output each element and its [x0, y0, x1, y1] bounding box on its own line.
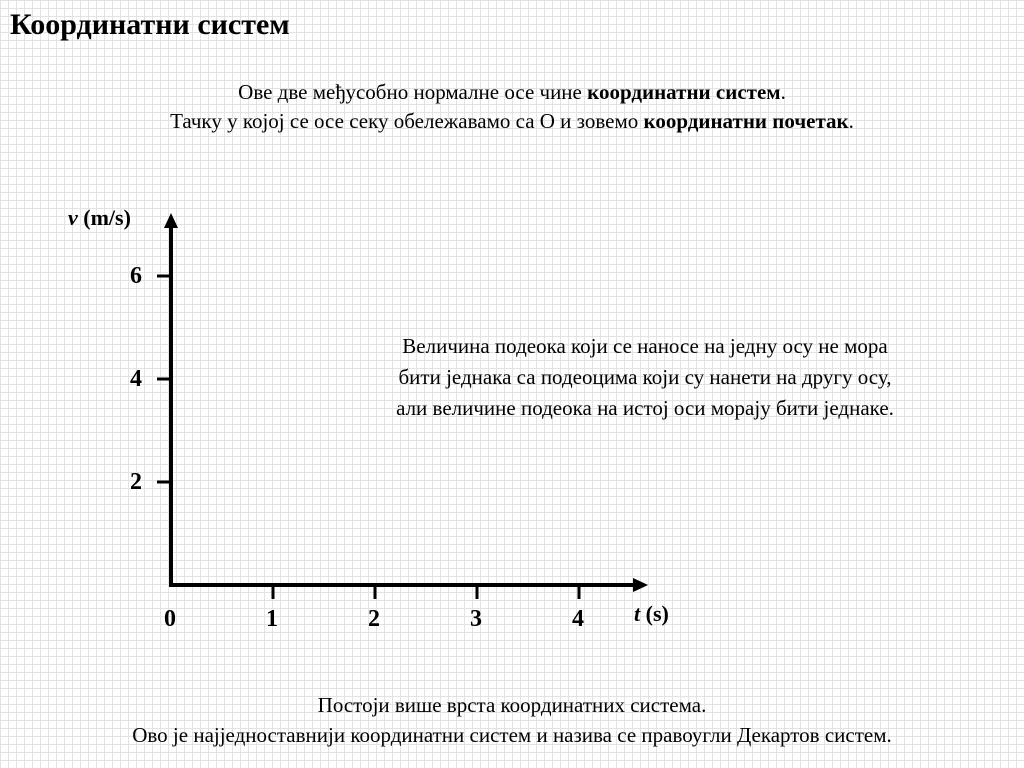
- y-tick-label-6: 6: [130, 263, 142, 289]
- y-tick-label-2: 2: [130, 469, 142, 495]
- scale-note-line-3: али величине подеока на истој оси морају бити једнаке.: [396, 396, 894, 420]
- footer-line-2: Ово је најједноставнији координатни систем и назива се правоугли Декартов систем.: [132, 723, 892, 747]
- intro-line-1-text: Ове две међусобно нормалне осе чине: [238, 80, 588, 104]
- origin-label: 0: [164, 606, 176, 632]
- x-tick-label-1: 1: [266, 606, 278, 632]
- x-tick-label-2: 2: [368, 606, 380, 632]
- intro-term-origin: координатни почетак: [643, 109, 849, 133]
- x-tick-label-4: 4: [572, 606, 584, 632]
- y-axis-symbol: v: [68, 205, 78, 230]
- intro-line-2-end: .: [848, 109, 854, 133]
- footer-text: [0, 690, 1024, 750]
- x-axis-arrow: [633, 578, 648, 592]
- intro-line-1-end: .: [780, 80, 786, 104]
- intro-line-2-text: Тачку у којој се осе секу обележавамо са О и зовемо: [170, 109, 644, 133]
- y-axis-unit: (m/s): [77, 205, 131, 230]
- x-axis-symbol: t: [634, 601, 641, 626]
- scale-note: [330, 331, 960, 424]
- footer-line-1: Постоји више врста координатних система.: [317, 693, 707, 717]
- intro-term-coordinate-system: координатни систем: [587, 80, 781, 104]
- y-axis-label: [68, 205, 131, 231]
- x-axis-label: [634, 601, 669, 627]
- x-axis-unit: (s): [640, 601, 669, 626]
- page-title: Координатни систем: [10, 8, 290, 41]
- scale-note-line-2: бити једнака са подеоцима који су нанети на другу осу,: [398, 365, 892, 389]
- y-tick-label-4: 4: [130, 366, 142, 392]
- y-axis-arrow: [164, 213, 178, 228]
- x-tick-label-3: 3: [470, 606, 482, 632]
- scale-note-line-1: Величина подеока који се наносе на једну осу не мора: [402, 334, 888, 358]
